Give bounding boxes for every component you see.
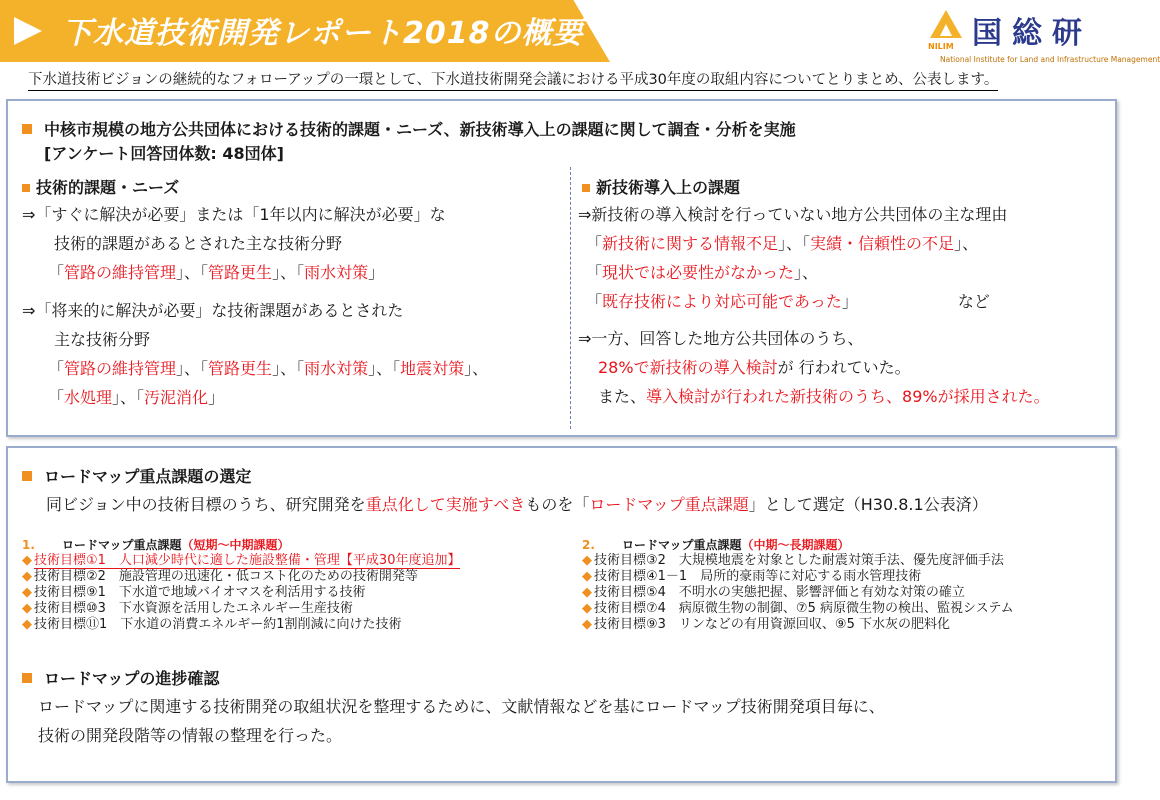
square-bullet-icon [22,124,32,134]
list-item: ◆ 技術目標①1 人口減少時代に適した施設整備・管理【平成30年度追加】 [22,553,461,568]
needs-paragraph-1: ⇒「すぐに解決が必要」または「1年以内に解決が必要」な 技術的課題があるとされた主な技術分野 「管路の維持管理」、「管路更生」、「雨水対策」 [22,205,446,282]
square-bullet-icon [22,471,32,481]
title-banner [0,0,610,62]
intro-text: 下水道技術ビジョンの継続的なフォローアップの一環として、下水道技術開発会議における平成30年度の取組内容についてとりまとめ、公表します。 [28,68,998,91]
roadmap-long-term-list [582,553,1014,633]
roadmap-short-term-list [22,553,460,633]
adoption-heading: 新技術導入上の課題 [582,175,740,198]
arrow-icon [14,17,42,45]
nilim-logo [928,4,1160,64]
page-title: 下水道技術開発レポート2018の概要 [62,16,584,51]
list-item: ◆ 技術目標⑨3 リンなどの有用資源回収、⑨5 下水灰の肥料化 [582,617,950,632]
adoption-paragraph-1: ⇒新技術の導入検討を行っていない地方公共団体の主な理由 「新技術に関する情報不足」、「実績・信頼性の不足」、 「現状では必要性がなかった」、 「既存技術により対応可能であった」 など [578,205,1008,311]
list-item: ◆ 技術目標⑦4 病原微生物の制御、⑦5 病原微生物の検出、監視システム [582,601,1014,616]
needs-paragraph-2: ⇒「将来的に解決が必要」な技術課題があるとされた 主な技術分野 「管路の維持管理」、「管路更生」、「雨水対策」、「地震対策」、 「水処理」、「汚泥消化」 [22,301,489,407]
roadmap-panel [6,446,1117,783]
triangle-logo-inner [940,24,952,36]
square-bullet-icon [22,673,32,683]
roadmap-long-term-heading: 2. ロードマップ重点課題（中期～長期課題） [582,538,850,552]
logo-english-name: National Institute for Land and Infrastructure Management [940,55,1160,64]
needs-heading: 技術的課題・ニーズ [22,175,179,198]
list-item: ◆ 技術目標⑤4 不明水の実態把握、影響評価と有効な対策の確立 [582,585,965,600]
column-divider [570,167,571,429]
square-bullet-icon [582,184,590,192]
list-item: ◆ 技術目標③2 大規模地震を対象とした耐震対策手法、優先度評価手法 [582,553,1004,568]
list-item: ◆ 技術目標⑨1 下水道で地域バイオマスを利活用する技術 [22,585,366,600]
survey-heading: 中核市規模の地方公共団体における技術的課題・ニーズ、新技術導入上の課題に関して調査・分析を実施 [22,117,796,140]
list-item: ◆ 技術目標④1－1 局所的豪雨等に対応する雨水管理技術 [582,569,922,584]
square-bullet-icon [22,184,30,192]
roadmap-short-term-heading: 1. ロードマップ重点課題（短期～中期課題） [22,538,290,552]
roadmap-heading: ロードマップ重点課題の選定 [22,464,251,487]
survey-panel [6,99,1117,437]
list-item: ◆ 技術目標②2 施設管理の迅速化・低コスト化のための技術開発等 [22,569,418,584]
progress-heading: ロードマップの進捗確認 [22,666,219,689]
logo-abbreviation: NILIM [928,42,954,51]
logo-kanji: 国総研 [972,16,1092,51]
progress-text: ロードマップに関連する技術開発の取組状況を整理するために、文献情報などを基にロードマップ技術開発項目毎に、 技術の開発段階等の情報の整理を行った。 [38,697,885,745]
adoption-paragraph-2: ⇒一方、回答した地方公共団体のうち、 28%で新技術の導入検討が 行われていた。 また、導入検討が行われた新技術のうち、89%が採用された。 [578,329,1050,406]
roadmap-description: 同ビジョン中の技術目標のうち、研究開発を重点化して実施すべきものを「ロードマップ重点課題」として選定（H30.8.1公表済） [46,495,988,514]
survey-respondents: [アンケート回答団体数: 48団体] [44,144,284,163]
list-item: ◆ 技術目標⑪1 下水道の消費エネルギー約1割削減に向けた技術 [22,617,402,632]
list-item: ◆ 技術目標⑩3 下水資源を活用したエネルギー生産技術 [22,601,353,616]
